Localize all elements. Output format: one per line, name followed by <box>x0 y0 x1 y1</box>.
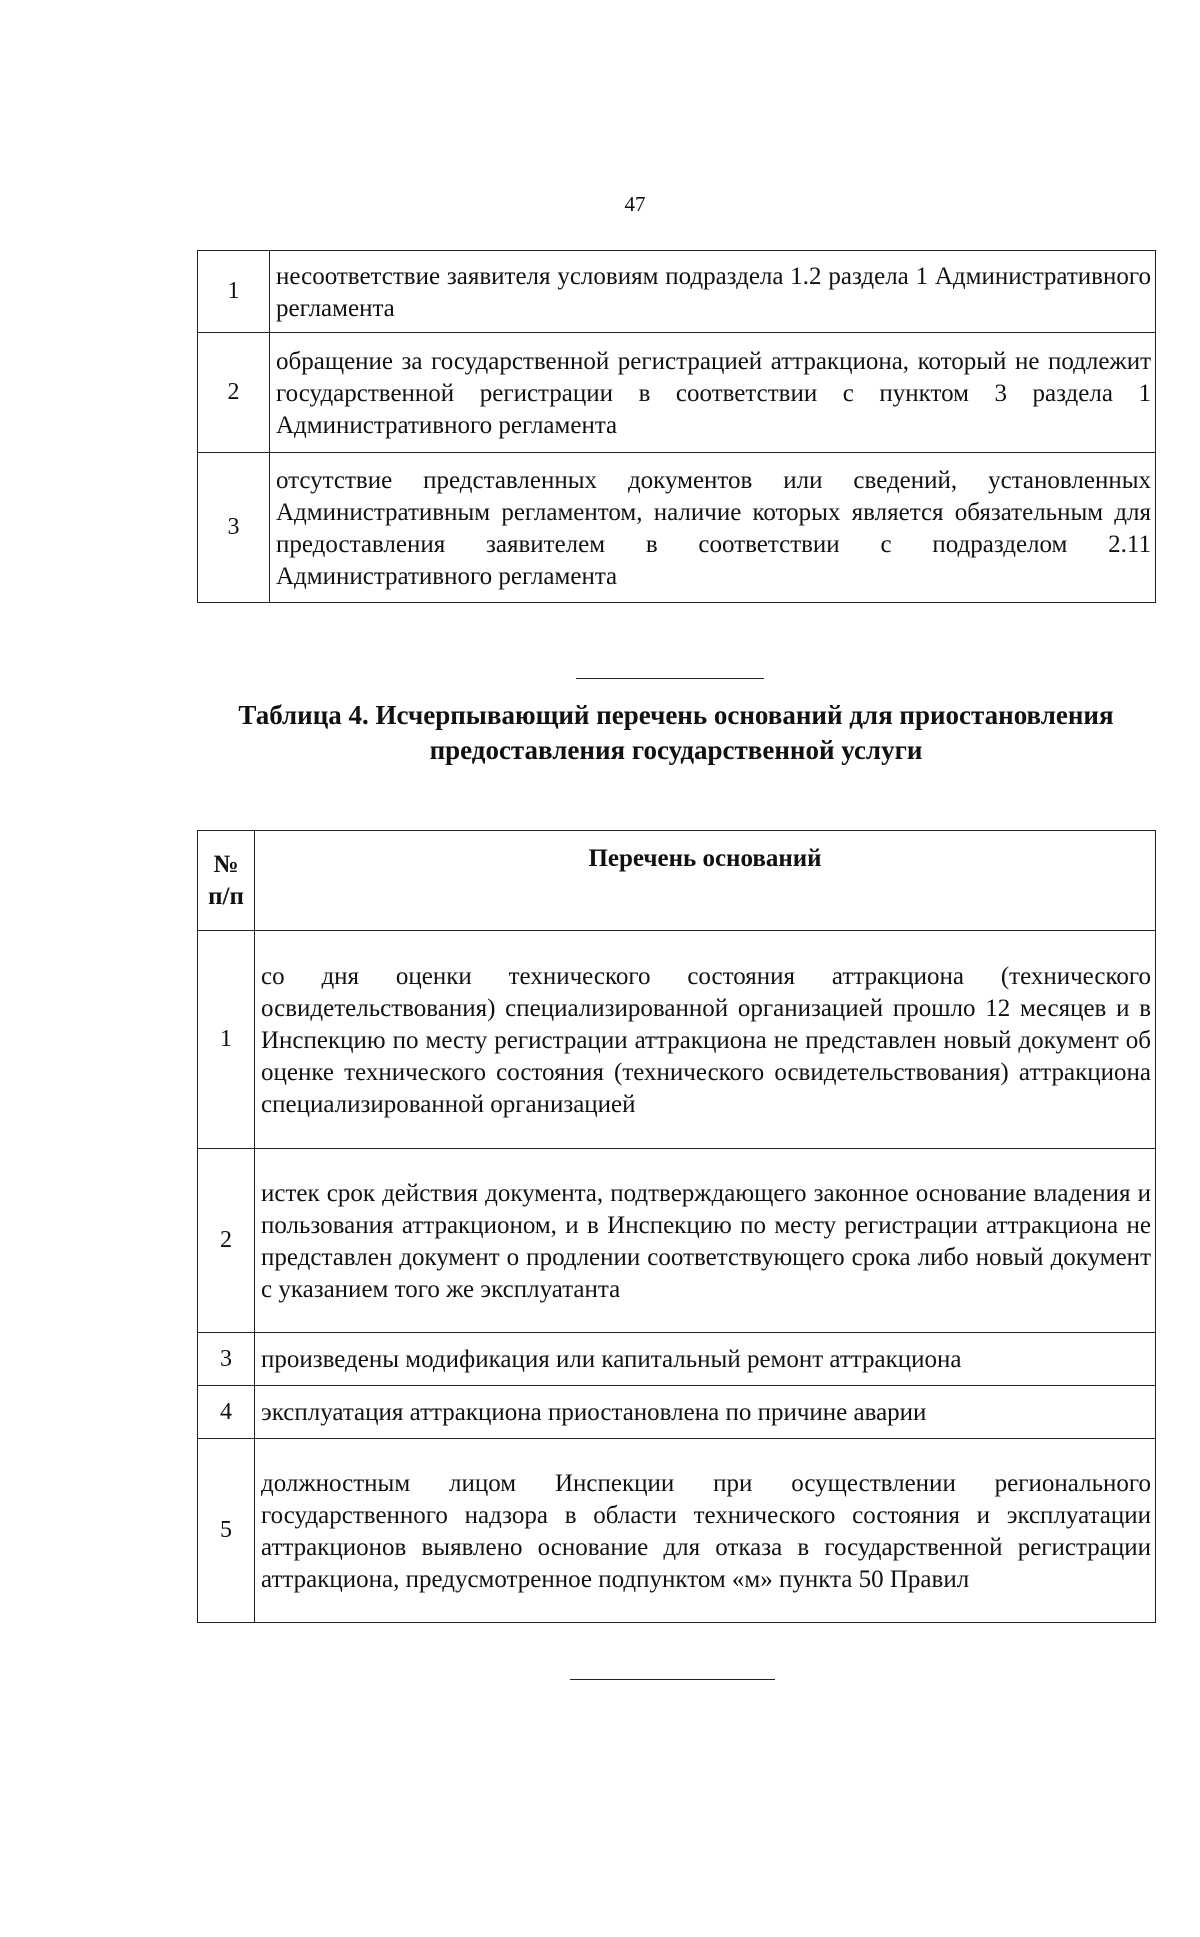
row-text: эксплуатация аттракциона приостановлена по причине аварии <box>255 1386 1156 1439</box>
table-row <box>198 931 1156 1149</box>
row-text: обращение за государственной регистрацией аттракциона, который не подлежит государственной регистрации в соответствии с пунктом 3 раздела 1 Административного регламента <box>270 333 1156 453</box>
table-row <box>198 1149 1156 1333</box>
table-row <box>198 251 1156 333</box>
row-number: 1 <box>198 931 255 1149</box>
separator-line <box>570 1679 775 1680</box>
table-header-row <box>198 831 1156 931</box>
row-number: 4 <box>198 1386 255 1439</box>
row-number: 2 <box>198 1149 255 1333</box>
header-number-sign: № <box>213 850 239 878</box>
column-header-number <box>198 831 255 931</box>
refusal-grounds-table-continued <box>197 250 1156 603</box>
suspension-grounds-table <box>197 830 1156 1623</box>
row-number: 3 <box>198 453 270 603</box>
column-header-grounds: Перечень оснований <box>255 831 1156 931</box>
page-number: 47 <box>624 192 646 216</box>
separator-line <box>576 678 764 679</box>
table-caption <box>197 698 1155 768</box>
row-text: со дня оценки технического состояния аттракциона (технического освидетельствования) специализированной организацией прошло 12 месяцев и в Инспекцию по месту регистрации аттракциона не представлен новый документ об оценке технического состояния (технического освидетельствования) аттракциона специализированной организацией <box>255 931 1156 1149</box>
table-row <box>198 1439 1156 1623</box>
row-text: должностным лицом Инспекции при осуществлении регионального государственного надзора в области технического состояния и эксплуатации аттракционов выявлено основание для отказа в государственной регистрации аттракциона, предусмотренное подпунктом «м» пункта 50 Правил <box>255 1439 1156 1623</box>
row-number: 1 <box>198 251 270 333</box>
row-text: произведены модификация или капитальный ремонт аттракциона <box>255 1333 1156 1386</box>
row-number: 3 <box>198 1333 255 1386</box>
row-number: 2 <box>198 333 270 453</box>
table-row <box>198 1386 1156 1439</box>
table-row <box>198 333 1156 453</box>
header-number-abbr: п/п <box>208 882 244 910</box>
row-text: отсутствие представленных документов или сведений, установленных Административным регламентом, наличие которых является обязательным для предоставления заявителем в соответствии с подразделом 2.11 Административного регламента <box>270 453 1156 603</box>
caption-line: предоставления государственной услуги <box>429 735 923 765</box>
row-text: истек срок действия документа, подтверждающего законное основание владения и пользования аттракционом, и в Инспекцию по месту регистрации аттракциона не представлен документ о продлении соответствующего срока либо новый документ с указанием того же эксплуатанта <box>255 1149 1156 1333</box>
table-row <box>198 453 1156 603</box>
caption-line: Таблица 4. Исчерпывающий перечень оснований для приостановления <box>238 700 1114 730</box>
row-text: несоответствие заявителя условиям подраздела 1.2 раздела 1 Административного регламента <box>270 251 1156 333</box>
row-number: 5 <box>198 1439 255 1623</box>
table-row <box>198 1333 1156 1386</box>
